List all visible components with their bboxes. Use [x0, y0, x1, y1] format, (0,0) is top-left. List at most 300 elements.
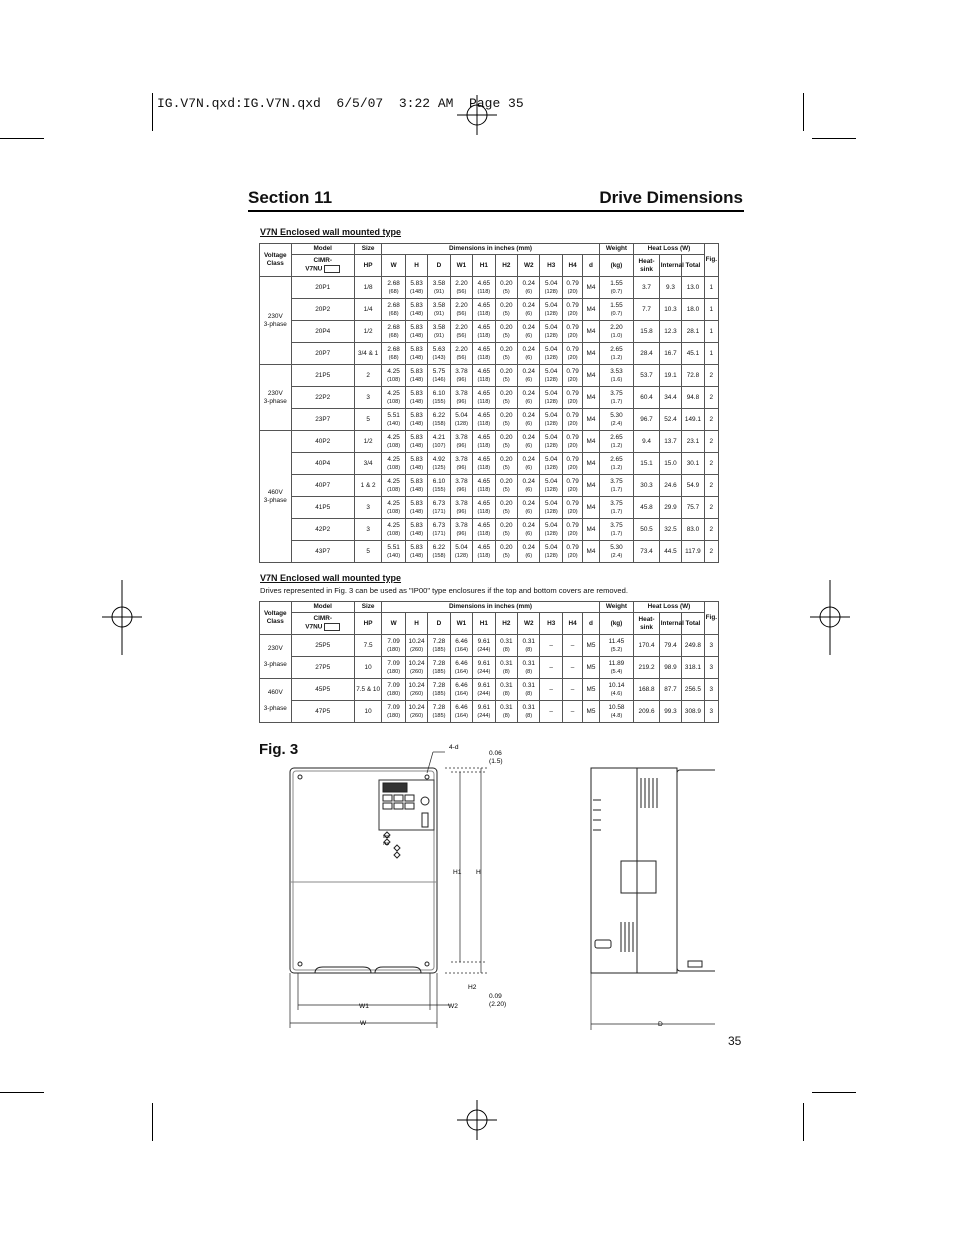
table-cell: 3.75 (1.7) [599, 519, 634, 541]
table-cell: 3.58 (91) [428, 277, 450, 299]
table-cell: 2.20 (56) [450, 343, 472, 365]
table-cell: 3 [704, 679, 718, 701]
table-cell: 2 [704, 541, 718, 563]
registration-mark-left [102, 580, 142, 655]
table-cell: 11.45 (5.2) [599, 635, 634, 657]
front-view [290, 768, 437, 973]
table-cell: 1.55 (0.7) [599, 299, 634, 321]
figure-label: Fig. 3 [259, 741, 299, 758]
col-h4: H4 [562, 613, 582, 635]
table-cell: 5.04 (128) [540, 431, 562, 453]
table-row [260, 409, 719, 431]
table-row [260, 541, 719, 563]
bottom-gap-mm-callout: (2.20) [489, 1001, 507, 1008]
table-cell: 2 [704, 387, 718, 409]
table-cell: 3.78 (96) [450, 365, 472, 387]
table-cell: 23P7 [291, 409, 354, 431]
table-cell: 0.20 (5) [495, 387, 517, 409]
table-cell: 3.78 (96) [450, 387, 472, 409]
col-w1: W1 [450, 613, 472, 635]
registration-mark-right [810, 580, 850, 655]
table-cell: 9.3 [659, 277, 681, 299]
table-cell: 18.0 [682, 299, 704, 321]
table-cell: 15.1 [634, 453, 659, 475]
table-cell: 5.04 (128) [540, 541, 562, 563]
table-cell: 0.20 (5) [495, 519, 517, 541]
table-cell: 5.83 (148) [405, 409, 427, 431]
w-label: W [360, 1020, 367, 1027]
table-cell: 6.10 (155) [428, 387, 450, 409]
table-cell: 10.3 [659, 299, 681, 321]
table-cell: 6.46 (164) [450, 635, 472, 657]
table-cell: 53.7 [634, 365, 659, 387]
table-cell: 0.31 (8) [495, 701, 517, 723]
table-cell: 5.83 (148) [405, 541, 427, 563]
registration-mark-bottom [457, 1100, 497, 1140]
table-cell: 117.9 [682, 541, 704, 563]
table-row [260, 299, 719, 321]
table-cell: 5.04 (128) [540, 343, 562, 365]
table-cell: 1/2 [354, 431, 382, 453]
col-d: D [428, 255, 450, 277]
col-weight: Weight [599, 602, 634, 613]
table-cell: 2.68 (68) [382, 321, 405, 343]
table-cell: 7.28 (185) [428, 679, 450, 701]
top-gap-callout: 0.06 [489, 750, 502, 757]
table-row [260, 387, 719, 409]
table-cell: 1 [704, 277, 718, 299]
table-row [260, 679, 719, 701]
col-total: Total [682, 255, 704, 277]
table-cell: 0.24 (6) [518, 277, 540, 299]
col-h1: H1 [473, 613, 495, 635]
table-cell: M4 [583, 277, 599, 299]
col-voltage-class: Voltage Class [260, 244, 292, 277]
table-cell: M5 [583, 701, 599, 723]
table-cell: 5.04 (128) [540, 299, 562, 321]
col-fig: Fig. [704, 244, 718, 277]
col-dimensions: Dimensions in inches (mm) [382, 602, 599, 613]
table-cell: 79.4 [659, 635, 681, 657]
table-cell: 10.24 (260) [405, 679, 427, 701]
table-row [260, 635, 719, 657]
col-fig: Fig. [704, 602, 718, 635]
table-cell: 0.20 (5) [495, 409, 517, 431]
table-cell: 0.31 (8) [495, 657, 517, 679]
table-cell: 96.7 [634, 409, 659, 431]
table-cell: – [562, 701, 582, 723]
table-cell: 1.55 (0.7) [599, 277, 634, 299]
table-cell: 13.0 [682, 277, 704, 299]
table-cell: 9.4 [634, 431, 659, 453]
table-cell: 7.28 (185) [428, 635, 450, 657]
table-cell: 9.61 (244) [473, 657, 495, 679]
table-cell: 0.79 (20) [562, 299, 582, 321]
table-cell: 28.1 [682, 321, 704, 343]
table2-note: Drives represented in Fig. 3 can be used as "IP00" type enclosures if the top and bottom covers are removed. [260, 586, 628, 595]
table-cell: 0.24 (6) [518, 387, 540, 409]
table-cell: 0.24 (6) [518, 299, 540, 321]
table-cell: 9.61 (244) [473, 701, 495, 723]
col-w: W [382, 613, 405, 635]
table-cell: 19.1 [659, 365, 681, 387]
table-cell: M4 [583, 343, 599, 365]
table-cell: 4.25 (108) [382, 387, 405, 409]
col-h2: H2 [495, 255, 517, 277]
registration-mark-top [457, 95, 497, 135]
col-total: Total [682, 613, 704, 635]
table-cell: 2 [704, 497, 718, 519]
table-cell: 3.58 (91) [428, 299, 450, 321]
table-cell: 6.46 (164) [450, 701, 472, 723]
table-cell: 9.61 (244) [473, 679, 495, 701]
dimensions-table-2 [259, 601, 719, 723]
table-cell: 4.25 (108) [382, 365, 405, 387]
table-row [260, 277, 719, 299]
table1-title: V7N Enclosed wall mounted type [260, 227, 402, 237]
table-cell: 5.83 (148) [405, 277, 427, 299]
col-size: Size [354, 244, 382, 255]
table-cell: – [540, 679, 562, 701]
table-cell: 43P7 [291, 541, 354, 563]
table-cell: 4.65 (118) [473, 277, 495, 299]
table-cell: 0.24 (6) [518, 475, 540, 497]
table-cell: 22P2 [291, 387, 354, 409]
table-cell: 5.51 (140) [382, 409, 405, 431]
table-cell: 21P5 [291, 365, 354, 387]
table-cell: M4 [583, 321, 599, 343]
table-row [260, 475, 719, 497]
h1-label: H1 [453, 869, 462, 876]
table-cell: 308.9 [682, 701, 704, 723]
table-cell: 2.65 (1.2) [599, 453, 634, 475]
table-cell: 5.83 (148) [405, 365, 427, 387]
table-cell: 6.46 (164) [450, 679, 472, 701]
table-cell: 0.31 (8) [495, 635, 517, 657]
table-cell: 7.09 (180) [382, 679, 405, 701]
col-heat-loss: Heat Loss (W) [634, 244, 704, 255]
table-cell: 2.65 (1.2) [599, 343, 634, 365]
table-cell: 0.20 (5) [495, 365, 517, 387]
table-cell: 2.20 (56) [450, 321, 472, 343]
table-cell: 4.65 (118) [473, 299, 495, 321]
table-cell: 3/4 [354, 453, 382, 475]
table-cell: 5 [354, 409, 382, 431]
table-cell: 15.8 [634, 321, 659, 343]
table-cell: 45.8 [634, 497, 659, 519]
table-cell: 11.89 (5.4) [599, 657, 634, 679]
table-cell: 7.09 (180) [382, 701, 405, 723]
table-cell: 0.79 (20) [562, 321, 582, 343]
col-heatsink: Heat- sink [634, 255, 659, 277]
table-cell: 1 & 2 [354, 475, 382, 497]
table-cell: 45P5 [291, 679, 354, 701]
table-cell: 2.68 (68) [382, 299, 405, 321]
col-d: D [428, 613, 450, 635]
table-cell: 0.79 (20) [562, 519, 582, 541]
table-cell: 7.5 & 10 [354, 679, 382, 701]
table-cell: 6.73 (171) [428, 519, 450, 541]
table-cell: 2 [704, 453, 718, 475]
table-cell: 0.24 (6) [518, 519, 540, 541]
table-cell: 0.79 (20) [562, 387, 582, 409]
table-cell: 13.7 [659, 431, 681, 453]
front-dimension-lines [290, 752, 487, 1028]
col-kg: (kg) [599, 613, 634, 635]
voltage-class-cell: 460V 3-phase [260, 431, 292, 563]
col-h: H [405, 613, 427, 635]
table-cell: 0.20 (5) [495, 343, 517, 365]
table-cell: – [562, 635, 582, 657]
table-cell: 4.25 (108) [382, 475, 405, 497]
table-cell: 5.51 (140) [382, 541, 405, 563]
table-row [260, 365, 719, 387]
table-cell: M4 [583, 475, 599, 497]
table-cell: 0.31 (8) [518, 657, 540, 679]
table-cell: 5.04 (128) [540, 475, 562, 497]
table-row [260, 657, 719, 679]
col-kg: (kg) [599, 255, 634, 277]
table-cell: 6.22 (158) [428, 541, 450, 563]
table-cell: M4 [583, 299, 599, 321]
table-cell: 10 [354, 701, 382, 723]
page-number: 35 [728, 1034, 742, 1048]
table-cell: 44.5 [659, 541, 681, 563]
col-w2: W2 [518, 613, 540, 635]
table-cell: 3 [354, 387, 382, 409]
table-cell: 3 [354, 497, 382, 519]
table-cell: 50.5 [634, 519, 659, 541]
col-w1: W1 [450, 255, 472, 277]
table-cell: 4.65 (118) [473, 497, 495, 519]
col-dimensions: Dimensions in inches (mm) [382, 244, 599, 255]
table-cell: 0.24 (6) [518, 541, 540, 563]
table-cell: 10.24 (260) [405, 657, 427, 679]
table-cell: 15.0 [659, 453, 681, 475]
table-cell: 2.20 (56) [450, 299, 472, 321]
table-cell: 5.04 (128) [540, 365, 562, 387]
table-cell: 5.83 (148) [405, 321, 427, 343]
drive-dimension-drawing [255, 740, 715, 1030]
table-cell: 5.30 (2.4) [599, 409, 634, 431]
table-cell: 10.24 (260) [405, 701, 427, 723]
col-h3: H3 [540, 255, 562, 277]
table-cell: – [562, 657, 582, 679]
table-cell: M4 [583, 387, 599, 409]
table-cell: 5.04 (128) [540, 277, 562, 299]
table-cell: 40P4 [291, 453, 354, 475]
table-cell: – [540, 657, 562, 679]
table-cell: 4.25 (108) [382, 519, 405, 541]
voltage-class-cell: 230V 3-phase [260, 277, 292, 365]
table-cell: 2 [704, 431, 718, 453]
col-heatsink: Heat- sink [634, 613, 659, 635]
table-row [260, 453, 719, 475]
w2-label: W2 [448, 1003, 458, 1010]
table-cell: 3.53 (1.6) [599, 365, 634, 387]
table-cell: 40P2 [291, 431, 354, 453]
table-cell: 5.04 (128) [540, 321, 562, 343]
table-cell: M4 [583, 409, 599, 431]
table-cell: 0.79 (20) [562, 409, 582, 431]
table-cell: 5.83 (148) [405, 519, 427, 541]
table-cell: 0.20 (5) [495, 431, 517, 453]
table-cell: 3 [704, 657, 718, 679]
table-cell: 0.24 (6) [518, 343, 540, 365]
table-row [260, 431, 719, 453]
table-cell: 87.7 [659, 679, 681, 701]
table-cell: 23.1 [682, 431, 704, 453]
table-cell: 0.20 (5) [495, 475, 517, 497]
table-cell: M4 [583, 519, 599, 541]
table-cell: 52.4 [659, 409, 681, 431]
table-cell: 0.24 (6) [518, 431, 540, 453]
table-cell: 3.78 (96) [450, 475, 472, 497]
table-cell: 249.8 [682, 635, 704, 657]
table-cell: 20P1 [291, 277, 354, 299]
table-cell: 6.46 (164) [450, 657, 472, 679]
table-cell: 3.58 (91) [428, 321, 450, 343]
table-cell: 0.24 (6) [518, 365, 540, 387]
table-cell: 3/4 & 1 [354, 343, 382, 365]
col-dd: d [583, 255, 599, 277]
table-cell: 94.8 [682, 387, 704, 409]
table-cell: 42P2 [291, 519, 354, 541]
table-cell: 0.79 (20) [562, 497, 582, 519]
col-h: H [405, 255, 427, 277]
table-row [260, 321, 719, 343]
table-cell: 5.83 (148) [405, 343, 427, 365]
table-row [260, 343, 719, 365]
table-cell: 6.10 (155) [428, 475, 450, 497]
table-cell: 3 [354, 519, 382, 541]
table-cell: 4.65 (118) [473, 365, 495, 387]
table-cell: 0.79 (20) [562, 475, 582, 497]
col-w: W [382, 255, 405, 277]
table-cell: 5.04 (128) [540, 387, 562, 409]
table-cell: 27P5 [291, 657, 354, 679]
voltage-class-cell: 460V 3-phase [260, 679, 292, 723]
table-cell: 5.83 (148) [405, 497, 427, 519]
table-cell: 3.75 (1.7) [599, 497, 634, 519]
table-cell: 149.1 [682, 409, 704, 431]
table-cell: 10.14 (4.6) [599, 679, 634, 701]
table-cell: 5.83 (148) [405, 387, 427, 409]
table-cell: 4.65 (118) [473, 453, 495, 475]
table-cell: 4.65 (118) [473, 343, 495, 365]
table-cell: 2 [354, 365, 382, 387]
table-cell: M4 [583, 541, 599, 563]
table-cell: 7.09 (180) [382, 635, 405, 657]
table-cell: – [562, 679, 582, 701]
table-cell: 5.04 (128) [540, 409, 562, 431]
table-cell: 10.58 (4.8) [599, 701, 634, 723]
table-cell: 3.75 (1.7) [599, 387, 634, 409]
table-cell: M4 [583, 497, 599, 519]
table-cell: 20P7 [291, 343, 354, 365]
table-cell: 29.9 [659, 497, 681, 519]
table-cell: 25P5 [291, 635, 354, 657]
table-cell: 4.65 (118) [473, 321, 495, 343]
table-cell: 0.79 (20) [562, 541, 582, 563]
table-cell: 30.1 [682, 453, 704, 475]
table-cell: 7.09 (180) [382, 657, 405, 679]
table-cell: 7.7 [634, 299, 659, 321]
heading-rule [248, 210, 744, 212]
table-cell: 2.20 (56) [450, 277, 472, 299]
table-cell: 5.04 (128) [450, 541, 472, 563]
table-cell: 0.24 (6) [518, 453, 540, 475]
table-cell: 0.24 (6) [518, 497, 540, 519]
table-cell: 0.20 (5) [495, 541, 517, 563]
col-hp: HP [354, 255, 382, 277]
table-cell: 3.75 (1.7) [599, 475, 634, 497]
table-cell: 318.1 [682, 657, 704, 679]
voltage-class-cell: 230V 3-phase [260, 635, 292, 679]
table-cell: 2 [704, 409, 718, 431]
table-cell: 1 [704, 343, 718, 365]
table-cell: 0.31 (8) [518, 635, 540, 657]
table-cell: 2.68 (68) [382, 277, 405, 299]
col-h4: H4 [562, 255, 582, 277]
table-cell: 24.6 [659, 475, 681, 497]
col-internal: Internal [659, 255, 681, 277]
table-cell: 20P2 [291, 299, 354, 321]
col-model: Model [291, 244, 354, 255]
section-heading: Drive Dimensions [599, 188, 743, 207]
table-cell: 170.4 [634, 635, 659, 657]
table-cell: 0.20 (5) [495, 277, 517, 299]
table-cell: 3 [704, 701, 718, 723]
table-cell: 7.28 (185) [428, 701, 450, 723]
table-cell: 83.0 [682, 519, 704, 541]
table-cell: 9.61 (244) [473, 635, 495, 657]
table-cell: 3.78 (96) [450, 431, 472, 453]
table-cell: 4.65 (118) [473, 541, 495, 563]
table-cell: 0.31 (8) [495, 679, 517, 701]
table-row [260, 701, 719, 723]
table-cell: 0.79 (20) [562, 343, 582, 365]
table-cell: M5 [583, 679, 599, 701]
table-cell: 2.68 (68) [382, 343, 405, 365]
table-cell: 5.63 (143) [428, 343, 450, 365]
table-cell: 5.83 (148) [405, 453, 427, 475]
table-cell: 0.24 (6) [518, 321, 540, 343]
col-h3: H3 [540, 613, 562, 635]
table-cell: 2.20 (1.0) [599, 321, 634, 343]
col-internal: Internal [659, 613, 681, 635]
table-cell: 0.20 (5) [495, 321, 517, 343]
table-cell: 6.73 (171) [428, 497, 450, 519]
table-cell: 34.4 [659, 387, 681, 409]
col-h1: H1 [473, 255, 495, 277]
col-hp: HP [354, 613, 382, 635]
col-weight: Weight [599, 244, 634, 255]
table-cell: 99.3 [659, 701, 681, 723]
hole-callout: 4-d [449, 744, 459, 751]
table-cell: M4 [583, 431, 599, 453]
table-cell: 5.04 (128) [540, 453, 562, 475]
table-cell: 6.22 (158) [428, 409, 450, 431]
table-cell: 40P7 [291, 475, 354, 497]
table-cell: 1/8 [354, 277, 382, 299]
table-cell: 4.25 (108) [382, 453, 405, 475]
table-cell: 0.24 (6) [518, 409, 540, 431]
table-cell: 12.3 [659, 321, 681, 343]
table-cell: 3.7 [634, 277, 659, 299]
table-cell: 256.5 [682, 679, 704, 701]
col-h2: H2 [495, 613, 517, 635]
